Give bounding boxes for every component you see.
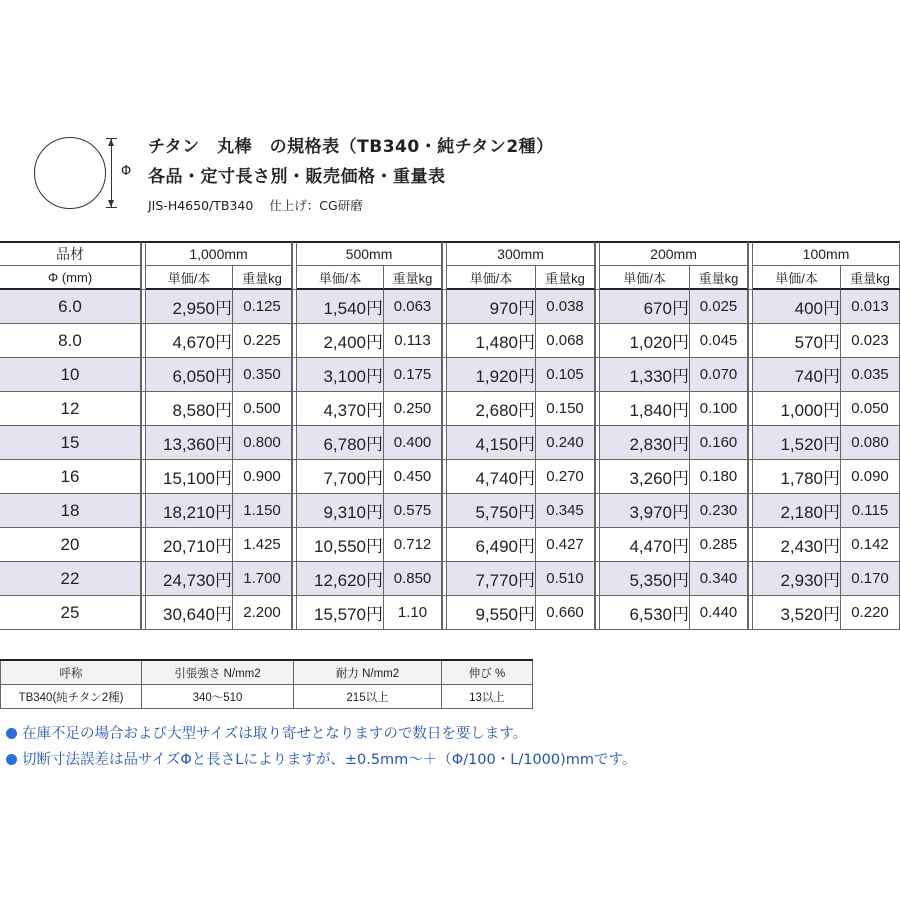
weight-cell: 0.500 — [233, 392, 292, 426]
price-cell: 1,480円 — [447, 324, 536, 358]
price-cell: 1,920円 — [447, 358, 536, 392]
size-cell: 12 — [0, 392, 141, 426]
size-cell: 22 — [0, 562, 141, 596]
price-header: 単価/本 — [753, 266, 841, 290]
weight-cell: 0.050 — [841, 392, 900, 426]
weight-cell: 0.450 — [384, 460, 442, 494]
spec-designation: TB340(純チタン2種) — [1, 685, 142, 709]
price-cell: 4,670円 — [146, 324, 233, 358]
note-stock — [6, 722, 527, 743]
price-cell: 3,970円 — [600, 494, 690, 528]
price-weight-table — [0, 241, 900, 630]
weight-cell: 0.063 — [384, 290, 442, 324]
price-header: 単価/本 — [447, 266, 536, 290]
spec-header-yield: 耐力 N/mm2 — [294, 660, 442, 685]
spec-row — [1, 685, 533, 709]
price-cell: 4,370円 — [297, 392, 384, 426]
weight-cell: 0.160 — [690, 426, 748, 460]
price-cell: 3,260円 — [600, 460, 690, 494]
weight-cell: 1.150 — [233, 494, 292, 528]
weight-cell: 1.10 — [384, 596, 442, 630]
weight-cell: 0.220 — [841, 596, 900, 630]
table-header-row-lengths — [0, 241, 900, 266]
note-tolerance — [6, 748, 636, 769]
price-cell: 1,020円 — [600, 324, 690, 358]
weight-cell: 0.427 — [536, 528, 595, 562]
price-cell: 1,840円 — [600, 392, 690, 426]
table-header-row-units — [0, 266, 900, 290]
price-header: 単価/本 — [297, 266, 384, 290]
note-text: 切断寸法誤差は品サイズΦと長さLによりますが、±0.5mm〜＋（Φ/100・L/1000)mmです。 — [22, 752, 637, 768]
spec-header-designation: 呼称 — [1, 660, 142, 685]
weight-cell: 0.113 — [384, 324, 442, 358]
weight-cell: 0.345 — [536, 494, 595, 528]
weight-cell: 0.350 — [233, 358, 292, 392]
size-cell: 18 — [0, 494, 141, 528]
dimension-arrow-bottom-icon — [108, 200, 114, 207]
weight-cell: 0.575 — [384, 494, 442, 528]
table-row — [0, 494, 900, 528]
table-row — [0, 528, 900, 562]
size-header: 品材 — [0, 241, 141, 266]
weight-cell: 0.800 — [233, 426, 292, 460]
price-cell: 400円 — [753, 290, 841, 324]
price-cell: 1,520円 — [753, 426, 841, 460]
weight-cell: 0.070 — [690, 358, 748, 392]
price-cell: 3,100円 — [297, 358, 384, 392]
weight-cell: 0.038 — [536, 290, 595, 324]
price-cell: 4,470円 — [600, 528, 690, 562]
price-cell: 20,710円 — [146, 528, 233, 562]
price-cell: 2,950円 — [146, 290, 233, 324]
weight-cell: 0.115 — [841, 494, 900, 528]
size-cell: 10 — [0, 358, 141, 392]
weight-cell: 0.400 — [384, 426, 442, 460]
size-cell: 8.0 — [0, 324, 141, 358]
table-row — [0, 290, 900, 324]
spec-yield: 215以上 — [294, 685, 442, 709]
spec-header-row — [1, 660, 533, 685]
weight-cell: 0.142 — [841, 528, 900, 562]
note-text: 在庫不足の場合および大型サイズは取り寄せとなりますので数日を要します。 — [22, 726, 528, 742]
weight-cell: 0.225 — [233, 324, 292, 358]
price-cell: 5,750円 — [447, 494, 536, 528]
table-row — [0, 324, 900, 358]
length-header: 300mm — [447, 241, 595, 266]
weight-header: 重量kg — [690, 266, 748, 290]
weight-cell: 0.105 — [536, 358, 595, 392]
price-cell: 30,640円 — [146, 596, 233, 630]
price-cell: 1,780円 — [753, 460, 841, 494]
weight-cell: 1.700 — [233, 562, 292, 596]
table-row — [0, 358, 900, 392]
size-cell: 16 — [0, 460, 141, 494]
price-cell: 2,830円 — [600, 426, 690, 460]
size-cell: 6.0 — [0, 290, 141, 324]
price-cell: 3,520円 — [753, 596, 841, 630]
weight-cell: 0.100 — [690, 392, 748, 426]
length-header: 200mm — [600, 241, 748, 266]
price-cell: 2,400円 — [297, 324, 384, 358]
price-cell: 570円 — [753, 324, 841, 358]
weight-cell: 0.023 — [841, 324, 900, 358]
price-cell: 970円 — [447, 290, 536, 324]
weight-cell: 0.712 — [384, 528, 442, 562]
weight-cell: 0.180 — [690, 460, 748, 494]
price-cell: 7,700円 — [297, 460, 384, 494]
weight-cell: 0.340 — [690, 562, 748, 596]
weight-cell: 0.170 — [841, 562, 900, 596]
weight-cell: 0.035 — [841, 358, 900, 392]
price-cell: 15,570円 — [297, 596, 384, 630]
size-cell: 15 — [0, 426, 141, 460]
weight-cell: 0.250 — [384, 392, 442, 426]
price-cell: 24,730円 — [146, 562, 233, 596]
mechanical-spec-table — [0, 659, 533, 709]
price-cell: 6,050円 — [146, 358, 233, 392]
dimension-tick-top — [106, 138, 117, 139]
price-cell: 4,150円 — [447, 426, 536, 460]
length-header: 1,000mm — [146, 241, 292, 266]
weight-cell: 0.240 — [536, 426, 595, 460]
weight-cell: 0.850 — [384, 562, 442, 596]
price-cell: 18,210円 — [146, 494, 233, 528]
price-header: 単価/本 — [146, 266, 233, 290]
price-cell: 670円 — [600, 290, 690, 324]
price-cell: 2,680円 — [447, 392, 536, 426]
weight-cell: 0.025 — [690, 290, 748, 324]
weight-cell: 0.090 — [841, 460, 900, 494]
page-subtitle: 各品・定寸長さ別・販売価格・重量表 — [148, 167, 446, 187]
price-cell: 1,540円 — [297, 290, 384, 324]
table-row — [0, 562, 900, 596]
price-cell: 6,780円 — [297, 426, 384, 460]
bullet-icon — [6, 728, 17, 739]
price-cell: 2,930円 — [753, 562, 841, 596]
price-cell: 9,310円 — [297, 494, 384, 528]
price-cell: 2,180円 — [753, 494, 841, 528]
weight-cell: 0.230 — [690, 494, 748, 528]
weight-cell: 0.175 — [384, 358, 442, 392]
dimension-arrow-top-icon — [108, 139, 114, 146]
price-cell: 740円 — [753, 358, 841, 392]
weight-header: 重量kg — [384, 266, 442, 290]
weight-cell: 0.013 — [841, 290, 900, 324]
price-cell: 6,490円 — [447, 528, 536, 562]
size-unit-header: Φ (mm) — [0, 266, 141, 290]
weight-cell: 0.440 — [690, 596, 748, 630]
weight-cell: 0.125 — [233, 290, 292, 324]
finish-info: 仕上げ：CG研磨 — [269, 198, 363, 213]
weight-header: 重量kg — [233, 266, 292, 290]
dimension-line — [111, 139, 112, 207]
round-bar-cross-section-icon — [34, 137, 106, 209]
price-cell: 2,430円 — [753, 528, 841, 562]
table-row — [0, 460, 900, 494]
price-cell: 9,550円 — [447, 596, 536, 630]
standard-info — [148, 196, 375, 214]
price-cell: 1,330円 — [600, 358, 690, 392]
spec-elongation: 13以上 — [442, 685, 533, 709]
standard-code: JIS-H4650/TB340 — [148, 198, 254, 213]
length-header: 100mm — [753, 241, 900, 266]
price-cell: 6,530円 — [600, 596, 690, 630]
bullet-icon — [6, 754, 17, 765]
price-cell: 1,000円 — [753, 392, 841, 426]
page-title: チタン 丸棒 の規格表（TB340・純チタン2種） — [148, 137, 554, 157]
length-header: 500mm — [297, 241, 442, 266]
size-cell: 20 — [0, 528, 141, 562]
price-cell: 15,100円 — [146, 460, 233, 494]
spec-header-tensile: 引張強さ N/mm2 — [142, 660, 294, 685]
spec-header — [0, 120, 900, 230]
weight-header: 重量kg — [841, 266, 900, 290]
price-cell: 12,620円 — [297, 562, 384, 596]
weight-cell: 0.660 — [536, 596, 595, 630]
weight-cell: 0.150 — [536, 392, 595, 426]
size-cell: 25 — [0, 596, 141, 630]
price-cell: 4,740円 — [447, 460, 536, 494]
weight-cell: 0.045 — [690, 324, 748, 358]
diameter-symbol: Φ — [121, 164, 132, 179]
weight-cell: 0.080 — [841, 426, 900, 460]
weight-cell: 0.068 — [536, 324, 595, 358]
table-row — [0, 426, 900, 460]
weight-cell: 0.510 — [536, 562, 595, 596]
price-cell: 10,550円 — [297, 528, 384, 562]
dimension-tick-bottom — [106, 207, 117, 208]
weight-cell: 1.425 — [233, 528, 292, 562]
price-header: 単価/本 — [600, 266, 690, 290]
table-row — [0, 596, 900, 630]
price-cell: 7,770円 — [447, 562, 536, 596]
weight-cell: 0.285 — [690, 528, 748, 562]
price-cell: 13,360円 — [146, 426, 233, 460]
spec-tensile: 340〜510 — [142, 685, 294, 709]
price-cell: 8,580円 — [146, 392, 233, 426]
weight-cell: 0.900 — [233, 460, 292, 494]
weight-cell: 0.270 — [536, 460, 595, 494]
weight-cell: 2.200 — [233, 596, 292, 630]
table-row — [0, 392, 900, 426]
weight-header: 重量kg — [536, 266, 595, 290]
spec-header-elongation: 伸び % — [442, 660, 533, 685]
price-cell: 5,350円 — [600, 562, 690, 596]
